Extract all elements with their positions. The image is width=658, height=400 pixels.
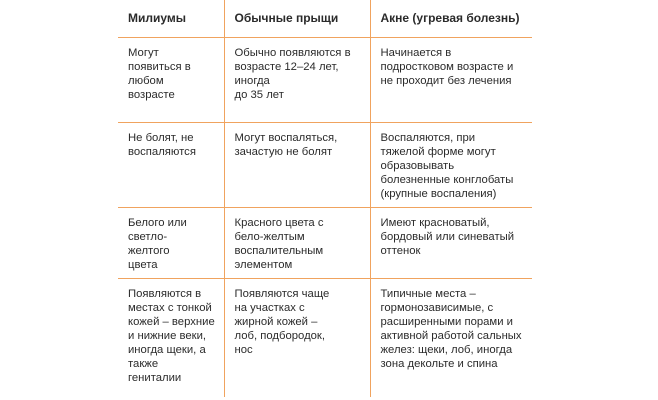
cell-text: Имеют красноватый, бордовый или синеватый оттенок [380, 217, 515, 257]
table-row [118, 38, 532, 123]
table-cell [224, 279, 370, 398]
cell-text: Появляются чаще на участках с жирной кожей – лоб, подбородок, нос [234, 288, 330, 356]
cell-text: Обычно появляются в возрасте 12–24 лет, иногда до 35 лет [234, 47, 351, 101]
cell-text: Могут воспаляться, зачастую не болят [234, 132, 338, 158]
table-cell [370, 208, 532, 279]
cell-text: Белого или светло- желтого цвета [128, 217, 187, 271]
cell-text: Могут появиться в любом возрасте [128, 47, 191, 101]
comparison-table-container [118, 0, 532, 390]
cell-text: Типичные места – гормонозависимые, с расширенными порами и активной работой сальных желез: щеки, лоб, иногда зона декольте и спина [380, 288, 522, 370]
table-cell [118, 279, 224, 398]
comparison-table [118, 0, 532, 397]
cell-text: Начинается в подростковом возрасте и не проходит без лечения [380, 47, 514, 87]
header-acne: Акне (угревая болезнь) [370, 0, 532, 38]
cell-text: Красного цвета с бело-желтым воспалительным элементом [234, 217, 324, 271]
table-cell [118, 208, 224, 279]
table-row [118, 279, 532, 398]
header-milia: Милиумы [118, 0, 224, 38]
cell-text: Воспаляются, при тяжелой форме могут образовывать болезненные конглобаты (крупные воспаления) [380, 132, 514, 200]
header-common-pimples: Обычные прыщи [224, 0, 370, 38]
table-cell [370, 279, 532, 398]
cell-text: Появляются в местах с тонкой кожей – верхние и нижние веки, иногда щеки, а также гениталии [128, 288, 215, 384]
table-cell [224, 123, 370, 208]
table-header-row [118, 0, 532, 38]
table-cell [118, 123, 224, 208]
cell-text: Не болят, не воспаляются [128, 132, 196, 158]
table-cell [118, 38, 224, 123]
table-row [118, 208, 532, 279]
table-cell [370, 123, 532, 208]
table-row [118, 123, 532, 208]
table-cell [224, 208, 370, 279]
table-cell [224, 38, 370, 123]
table-cell [370, 38, 532, 123]
